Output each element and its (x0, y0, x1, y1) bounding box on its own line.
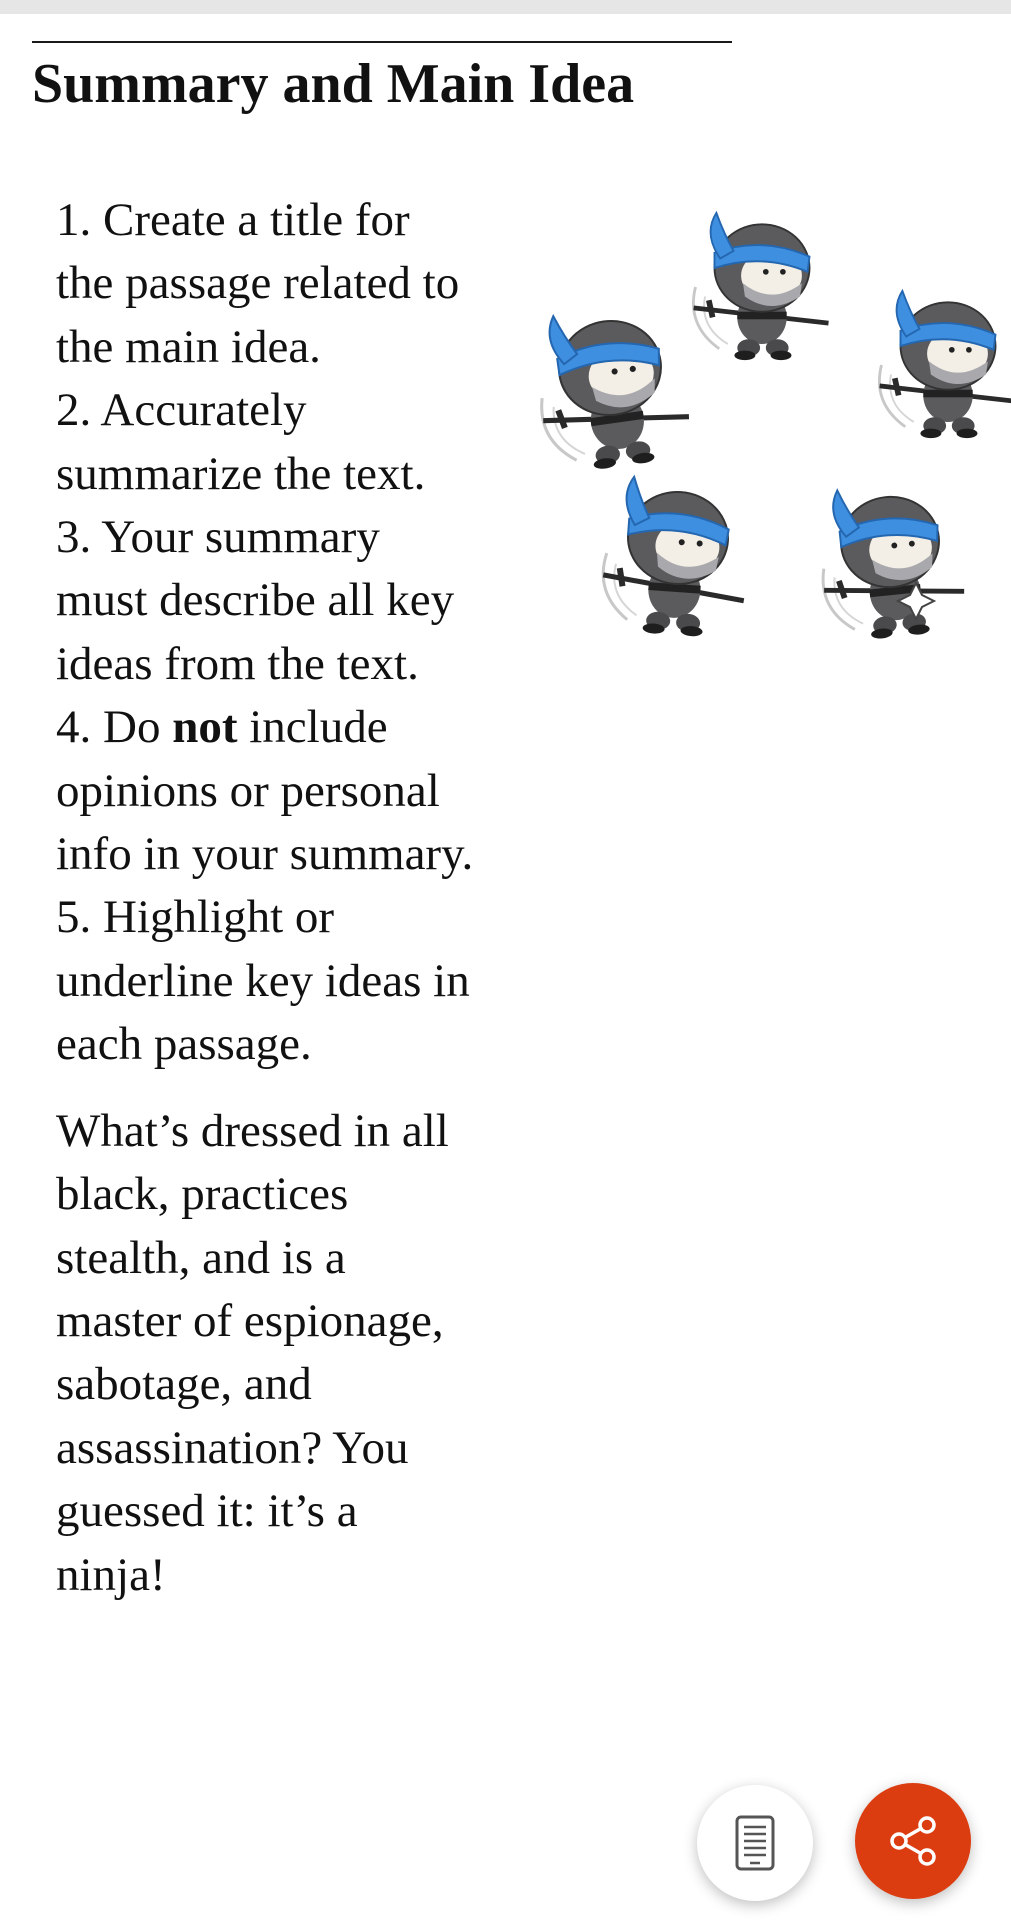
step-2: 2. Accurately summarize the text. (56, 384, 426, 500)
reader-mode-icon (733, 1814, 777, 1872)
ninja-illustration (500, 140, 1011, 700)
share-icon (885, 1813, 941, 1869)
step-1: 1. Create a title for the passage related to the main idea. (56, 194, 460, 373)
step-4-suffix: include opinions or personal info in your summary. (56, 701, 474, 881)
step-3: 3. Your summary must describe all key ideas from the text. (56, 511, 455, 690)
share-button[interactable] (855, 1783, 971, 1899)
top-status-strip (0, 0, 1011, 14)
heading-rule (32, 41, 732, 43)
step-4-prefix: 4. Do (56, 701, 173, 754)
step-4-emphasis: not (172, 701, 238, 754)
reader-mode-button[interactable] (697, 1785, 813, 1901)
step-4 (56, 696, 476, 886)
intro-paragraph: What’s dressed in all black, practices stealth, and is a master of espionage, sabotage, and assassination? You guessed it: it’s a ninja! (56, 1104, 449, 1601)
article-body (56, 189, 476, 1607)
step-5: 5. Highlight or underline key ideas in each passage. (56, 891, 470, 1071)
page-title: Summary and Main Idea (32, 53, 635, 115)
